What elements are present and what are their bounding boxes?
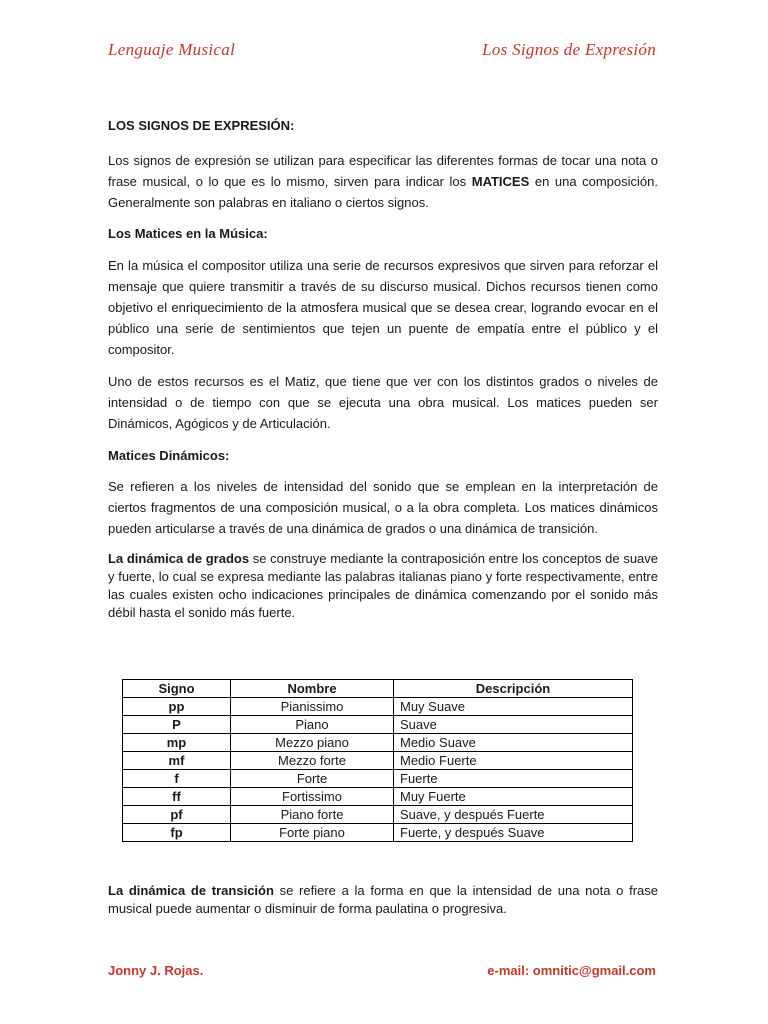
table-header-nombre: Nombre (231, 680, 394, 698)
table-cell-nombre: Pianissimo (231, 698, 394, 716)
table-cell-descripcion: Muy Fuerte (394, 788, 633, 806)
table-header-row (123, 680, 633, 698)
header-right-title: Los Signos de Expresión (482, 40, 656, 59)
table-cell-signo: ff (123, 788, 231, 806)
section-heading-dinamicos: Matices Dinámicos: (108, 448, 230, 463)
table-cell-nombre: Forte (231, 770, 394, 788)
intro-text-after: en una composición. Generalmente son palabras en italiano o ciertos signos. (108, 174, 658, 210)
table-row (123, 716, 633, 734)
footer-email: e-mail: omnitic@gmail.com (487, 963, 656, 978)
table-row (123, 698, 633, 716)
table-cell-signo: pp (123, 698, 231, 716)
table-cell-nombre: Piano (231, 716, 394, 734)
table-cell-signo: mf (123, 752, 231, 770)
intro-bold-term: MATICES (471, 174, 530, 189)
table-cell-signo: f (123, 770, 231, 788)
dinamicos-paragraph: Se refieren a los niveles de intensidad del sonido que se emplean en la interpretación de ciertos fragmentos de una composición musical, o a la obra completa. Los matices dinámicos pueden articularse a través de una dinámica de grados o una dinámica de transición. (108, 479, 658, 536)
page-title: LOS SIGNOS DE EXPRESIÓN: (108, 118, 295, 133)
table-cell-descripcion: Medio Fuerte (394, 752, 633, 770)
dynamics-table (122, 679, 633, 842)
table-row (123, 806, 633, 824)
footer-author: Jonny J. Rojas. (108, 963, 204, 978)
intro-paragraph (108, 150, 658, 213)
table-row (123, 788, 633, 806)
table-cell-nombre: Piano forte (231, 806, 394, 824)
transicion-paragraph (108, 882, 658, 918)
table-cell-signo: P (123, 716, 231, 734)
table-cell-signo: mp (123, 734, 231, 752)
table-cell-nombre: Forte piano (231, 824, 394, 842)
table-row (123, 734, 633, 752)
table-cell-descripcion: Medio Suave (394, 734, 633, 752)
transicion-block (108, 882, 658, 918)
document-body (108, 118, 658, 622)
table-cell-nombre: Mezzo forte (231, 752, 394, 770)
transicion-bold-term: La dinámica de transición (108, 883, 274, 898)
table-cell-descripcion: Suave, y después Fuerte (394, 806, 633, 824)
grados-paragraph (108, 550, 658, 622)
table-cell-descripcion: Suave (394, 716, 633, 734)
table-cell-descripcion: Fuerte (394, 770, 633, 788)
table-row (123, 770, 633, 788)
table-cell-signo: fp (123, 824, 231, 842)
table-row (123, 752, 633, 770)
intro-text-before: Los signos de expresión se utilizan para especificar las diferentes formas de tocar una nota o frase musical, o lo que es lo mismo, sirven para indicar los (108, 153, 658, 189)
matices-paragraph: En la música el compositor utiliza una serie de recursos expresivos que sirven para reforzar el mensaje que quiere transmitir a través de su discurso musical. Dichos recursos tienen como objetivo el enriquecimiento de la atmosfera musical que se desea crear, logrando evocar en el público una serie de sentimientos que tejen un puente de empatía entre el público y el compositor. (108, 258, 658, 357)
table-cell-descripcion: Fuerte, y después Suave (394, 824, 633, 842)
grados-bold-term: La dinámica de grados (108, 551, 250, 566)
table-header-signo: Signo (123, 680, 231, 698)
section-heading-matices: Los Matices en la Música: (108, 226, 268, 241)
matiz-paragraph: Uno de estos recursos es el Matiz, que tiene que ver con los distintos grados o niveles de intensidad o de tiempo con que se ejecuta una obra musical. Los matices pueden ser Dinámicos, Agógicos y de Articulación. (108, 374, 658, 431)
table-cell-nombre: Fortissimo (231, 788, 394, 806)
table-header-descripcion: Descripción (394, 680, 633, 698)
table-cell-signo: pf (123, 806, 231, 824)
table-cell-descripcion: Muy Suave (394, 698, 633, 716)
header-left-title: Lenguaje Musical (108, 40, 236, 59)
transicion-text: se refiere a la forma en que la intensidad de una nota o frase musical puede aumentar o disminuir de forma paulatina o progresiva. (108, 883, 658, 916)
table-row (123, 824, 633, 842)
table-cell-nombre: Mezzo piano (231, 734, 394, 752)
grados-text: se construye mediante la contraposición entre los conceptos de suave y fuerte, lo cual se expresa mediante las palabras italianas piano y forte respectivamente, entre las cuales existen ocho indicaciones principales de dinámica comenzando por el sonido más débil hasta el sonido más fuerte. (108, 551, 659, 620)
